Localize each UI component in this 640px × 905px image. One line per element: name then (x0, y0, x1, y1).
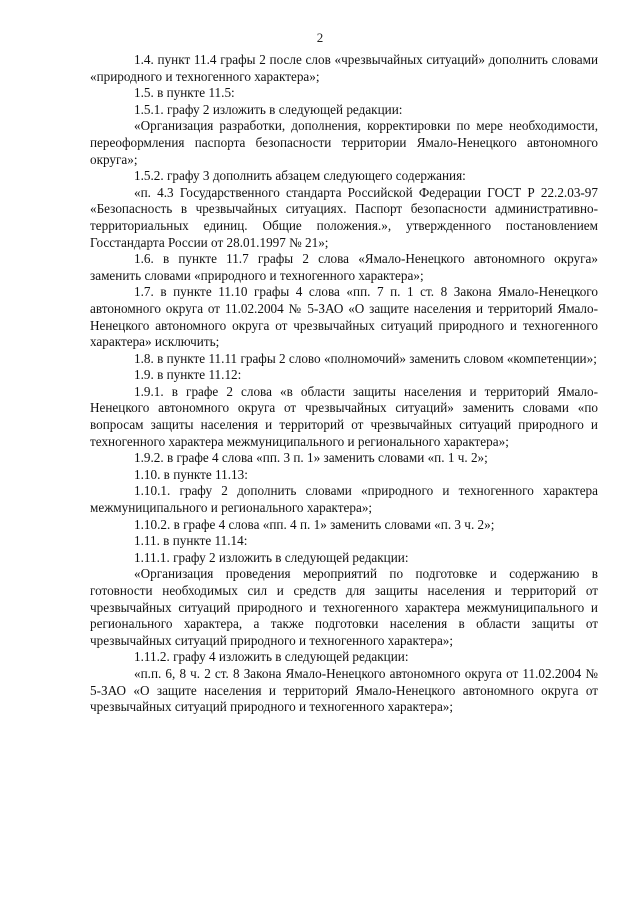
document-body (90, 52, 598, 716)
paragraph-1-9-1: 1.9.1. в графе 2 слова «в области защиты населения и территорий Ямало-Ненецкого автономного округа от чрезвычайных ситуаций» заменить словами «по вопросам защиты населения и территорий от чрезвычайных ситуаций природного и техногенного характера межмуниципального и регионального характера»; (90, 383, 598, 449)
page-number: 2 (316, 30, 324, 45)
paragraph-1-5-2-text: «п. 4.3 Государственного стандарта Российской Федерации ГОСТ Р 22.2.03-97 «Безопасность в чрезвычайных ситуациях. Паспорт безопасности административно-территориальных единиц. Общие положения.», утвержденного постановлением Госстандарта России от 28.01.1997 № 21»; (90, 184, 598, 250)
paragraph-1-4: 1.4. пункт 11.4 графы 2 после слов «чрезвычайных ситуаций» дополнить словами «природного и техногенного характера»; (90, 52, 598, 84)
paragraph-1-9-2: 1.9.2. в графе 4 слова «пп. 3 п. 1» заменить словами «п. 1 ч. 2»; (134, 450, 488, 466)
paragraph-1-11-2: 1.11.2. графу 4 изложить в следующей редакции: (134, 649, 409, 665)
paragraph-1-7: 1.7. в пункте 11.10 графы 4 слова «пп. 7 п. 1 ст. 8 Закона Ямало-Ненецкого автономного округа от 11.02.2004 № 5-ЗАО «О защите населения и территорий Ямало-Ненецкого автономного округа от чрезвычайных ситуаций природного и техногенного характера» исключить; (90, 284, 598, 350)
paragraph-1-10-1: 1.10.1. графу 2 дополнить словами «природного и техногенного характера межмуниципального и регионального характера»; (90, 483, 598, 516)
paragraph-1-10: 1.10. в пункте 11.13: (134, 466, 248, 482)
paragraph-1-5-2: 1.5.2. графу 3 дополнить абзацем следующего содержания: (134, 168, 466, 184)
paragraph-1-8: 1.8. в пункте 11.11 графы 2 слово «полномочий» заменить словом «компетенции»; (134, 350, 597, 366)
paragraph-1-6: 1.6. в пункте 11.7 графы 2 слова «Ямало-Ненецкого автономного округа» заменить словами «природного и техногенного характера»; (90, 251, 598, 283)
paragraph-1-5-1-text: «Организация разработки, дополнения, корректировки по мере необходимости, переоформления паспорта безопасности территории Ямало-Ненецкого автономного округа»; (90, 118, 598, 167)
paragraph-1-11: 1.11. в пункте 11.14: (134, 533, 248, 549)
paragraph-1-9: 1.9. в пункте 11.12: (134, 367, 242, 383)
paragraph-1-5-1: 1.5.1. графу 2 изложить в следующей редакции: (134, 101, 403, 117)
paragraph-1-11-1: 1.11.1. графу 2 изложить в следующей редакции: (134, 549, 409, 565)
paragraph-1-11-2-text: «п.п. 6, 8 ч. 2 ст. 8 Закона Ямало-Ненецкого автономного округа от 11.02.2004 № 5-ЗАО «О защите населения и территорий Ямало-Ненецкого автономного округа от чрезвычайных ситуаций природного и техногенного характера»; (90, 665, 598, 715)
paragraph-1-11-1-text: «Организация проведения мероприятий по подготовке и содержанию в готовности необходимых сил и средств для защиты населения и территорий от чрезвычайных ситуаций природного и техногенного характера межмуниципального и регионального характера, а также подготовки населения в области защиты от чрезвычайных ситуаций природного и техногенного характера»; (90, 566, 598, 648)
paragraph-1-10-2: 1.10.2. в графе 4 слова «пп. 4 п. 1» заменить словами «п. 3 ч. 2»; (134, 516, 495, 532)
paragraph-1-5: 1.5. в пункте 11.5: (134, 85, 235, 101)
